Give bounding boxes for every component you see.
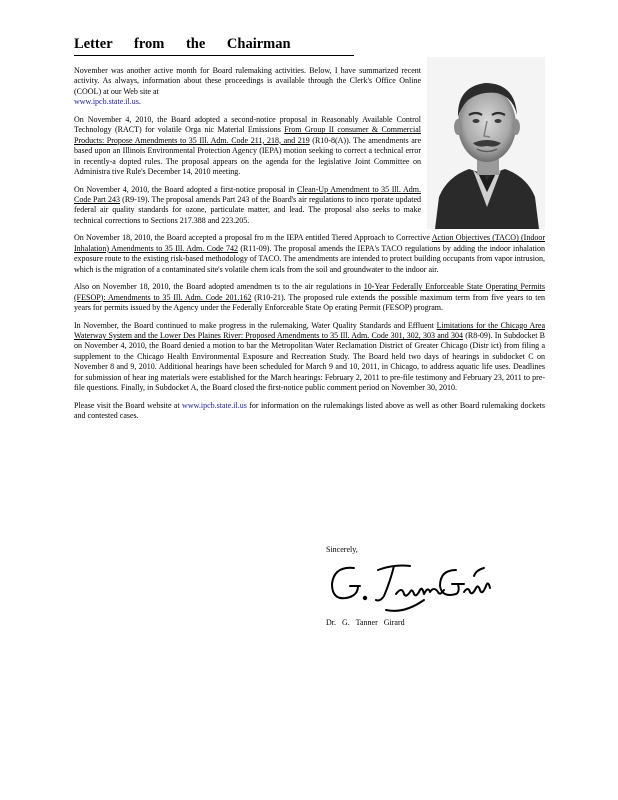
handwritten-signature xyxy=(324,556,494,618)
page-title: Letter from the Chairman xyxy=(74,36,291,52)
rulemaking-title: Action Objectives (TACO) (Indoor Inhalation) Amendments to 35 Ill. Adm. Code 742 xyxy=(74,233,545,253)
paragraph-text: (R10-21). The proposed rule extends the possible maximum term from five years to ten years for permits issued by the Agency under the Federally Enforceable State Op erating Permit (FESOP) program. xyxy=(74,292,545,313)
signature-icon xyxy=(324,556,494,618)
paragraph-visit xyxy=(74,401,545,422)
title-divider xyxy=(74,55,354,56)
paragraph-text: On November 18, 2010, the Board accepted a proposal fro m the IEPA entitled Tiered Approach to Corrective xyxy=(74,233,432,243)
website-link[interactable]: www.ipcb.state.il.us xyxy=(182,400,247,410)
website-link[interactable]: www.ipcb.state.il.us xyxy=(74,97,139,107)
rulemaking-title: From Group II consumer & Commercial Products: Propose Amendments to 35 Ill. Adm. Code 211, 218, and 219 xyxy=(74,125,421,145)
signer-name: Dr. G. Tanner Girard xyxy=(326,618,405,627)
paragraph-text: (R9-19). The proposal amends Part 243 of the Board's air regulations to inco rporate updated federal air quality standards for ozone, particulate matter, and lead. The proposal also seeks to make technical corrections to Sections 217.388 and 223.205. xyxy=(74,194,422,225)
paragraph-text: (R11-09). The proposal amends the IEPA's TACO regulations by adding the indoor inhalation exposure route to the existing risk-based methodology of TACO. The amendments are intended to protect building occupants from vapor intrusion, which is the migration of a contaminated site's volatile chem icals from the soil and groundwater to the indoor air. xyxy=(74,243,545,274)
paragraph-taco xyxy=(74,233,545,275)
rulemaking-title: 10-Year Federally Enforceable State Operating Permits (FESOP): Amendments to 35 Ill. Adm. Code 201.162 xyxy=(74,282,546,302)
rulemaking-title: Limitations for the Chicago Area Waterway System and the Lower Des Plaines River: Proposed Amendments to 35 Ill. Adm. Code 301, 302, 303 and 304 xyxy=(74,320,545,340)
paragraph-text: Please visit the Board website at xyxy=(74,400,183,410)
closing-salutation: Sincerely, xyxy=(326,545,358,554)
paragraph-text: (R8-09). In Subdocket B on November 4, 2010, the Board denied a motion to bar the Metropolitan Water Reclamation District of Greater Chicago (Distr ict) from filing a supplement to the Chicago Health Environmental Exposure and Recreation Study. The Board held two days of hearings in subdocket C on November 8 and 9, 2010. Additional hearings have been scheduled for March 9 and 10, 2011, in Chicago, to address aquatic life uses. Deadlines for submission of hear ing materials were established for the March hearings: February 2, 2011 to pre-file testimony and February 23, 2011 to pre-file questions. Finally, in Subdocket A, the Board closed the first-notice public comment period on November 30, 2010. xyxy=(74,330,545,393)
paragraph-fesop xyxy=(74,282,545,313)
paragraph-end: . xyxy=(138,97,141,107)
rulemaking-title: Clean-Up Amendment to 35 Ill. Adm. Code Part 243 xyxy=(74,184,421,204)
paragraph-text: On November 4, 2010, the Board adopted a first-notice proposal in xyxy=(74,184,297,194)
letter-body xyxy=(74,66,545,429)
paragraph-text: In November, the Board continued to make progress in the rulemaking, Water Quality Standards and Effluent xyxy=(74,320,437,330)
photo-spacer xyxy=(421,66,545,228)
paragraph-text: November was another active month for Board rulemaking activities. Below, I have summarized recent activity. As always, information about these proceedings is available through the Clerk's Office Online (COOL) at our Web site at xyxy=(74,66,421,96)
paragraph-water-quality xyxy=(74,321,545,394)
paragraph-text: Also on November 18, 2010, the Board adopted amendmen ts to the air regulations in xyxy=(74,282,364,292)
paragraph-text: for information on the rulemakings listed above as well as other Board rulemaking dockets and contested cases. xyxy=(74,400,545,421)
paragraph-text: On November 4, 2010, the Board adopted a second-notice proposal in Reasonably Available Control Technology (RACT) for volatile Orga nic Material Emissions xyxy=(74,114,421,135)
paragraph-text: (R10-8(A)). The amendments are based upon an Illinois Environmental Protection Agency (IEPA) motion seeking to correct a technical error in recently-a dopted rules. The proposal appears on the agenda for the legislative Joint Committee on Administra tive Rule's December 14, 2010 meeting. xyxy=(74,135,421,177)
